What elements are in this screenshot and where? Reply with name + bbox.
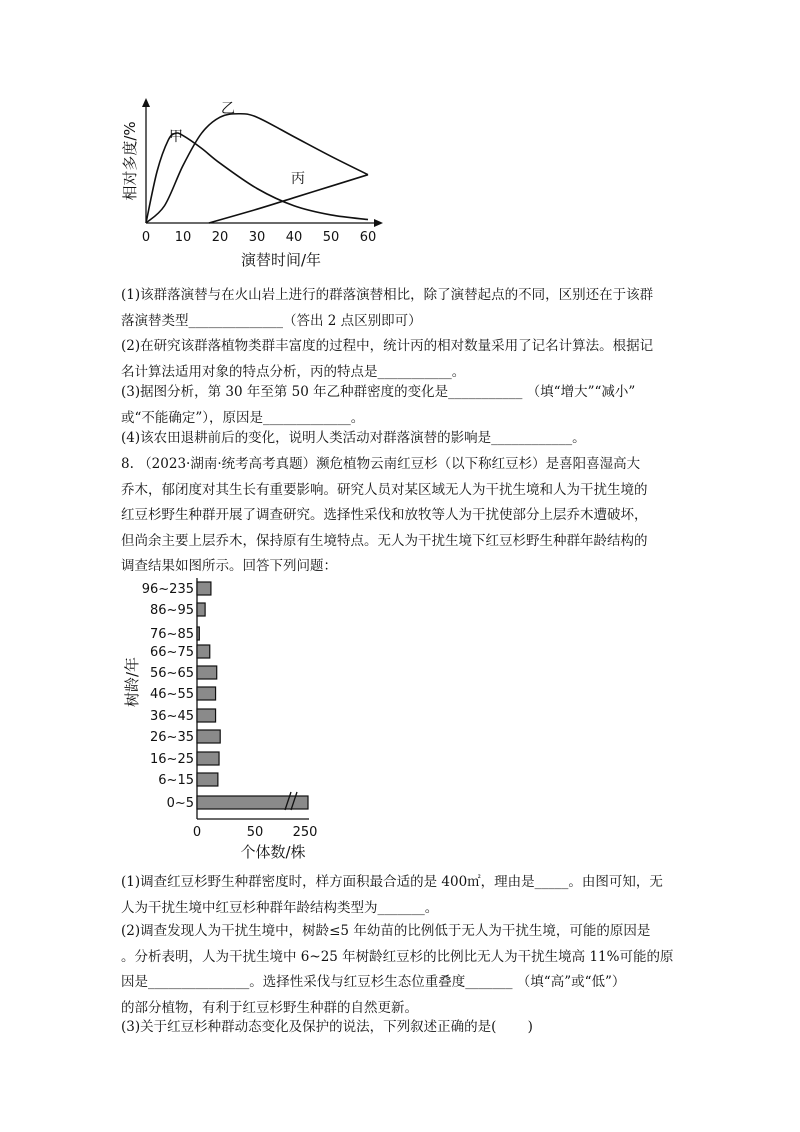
category-label: 36~45 [150, 709, 194, 724]
text-line: (2)在研究该群落植物类群丰富度的过程中，统计丙的相对数量采用了记名计算法。根据记 [121, 338, 654, 354]
question-7-2 [121, 334, 681, 385]
x-tick-label: 250 [292, 825, 318, 840]
category-label: 56~65 [150, 666, 194, 681]
category-label: 86~95 [150, 603, 194, 618]
category-label: 96~235 [141, 582, 194, 597]
y-axis-label: 树龄/年 [123, 656, 141, 708]
category-label: 76~85 [150, 627, 194, 642]
text-line: (1)调查红豆杉野生种群密度时，样方面积最合适的是 400㎡，理由是_____。由图可知，无 [121, 874, 663, 890]
x-tick-label: 30 [248, 230, 266, 245]
text-line: (1)该群落演替与在火山岩上进行的群落演替相比，除了演替起点的不同，区别还在于该群 [121, 287, 654, 303]
text-line: 8. （2023·湖南·统考高考真题）濒危植物云南红豆杉（以下称红豆杉）是喜阳喜湿高大 [121, 456, 641, 472]
bar-26~35 [197, 730, 220, 743]
series-label-bing: 丙 [291, 171, 305, 187]
question-8-2 [121, 919, 681, 1021]
text-line: 乔木，郁闭度对其生长有重要影响。研究人员对某区域无人为干扰生境和人为干扰生境的 [121, 481, 648, 498]
text-line: 红豆杉野生种群开展了调查研究。选择性采伐和放牧等人为干扰使部分上层乔木遭破坏， [121, 507, 648, 523]
y-axis-label: 相对多度/% [121, 121, 139, 201]
succession-line-chart [115, 95, 385, 275]
text-line: 调查结果如图所示。回答下列问题： [121, 558, 337, 574]
question-8-1 [121, 870, 681, 921]
text-line: 的部分植物，有利于红豆杉野生种群的自然更新。 [121, 999, 418, 1016]
age-structure-bar-chart [115, 572, 335, 867]
bar-96~235 [197, 582, 211, 595]
bar-46~55 [197, 687, 216, 700]
x-tick-label: 40 [285, 230, 303, 245]
question-7-1 [121, 283, 681, 334]
question-8-stem [121, 452, 681, 580]
text-line: 名计算法适用对象的特点分析，丙的特点是___________。 [121, 363, 466, 380]
text-line: 但尚余主要上层乔木，保持原有生境特点。无人为干扰生境下红豆杉野生种群年龄结构的 [121, 532, 648, 549]
text-line: (3)据图分析，第 30 年至第 50 年乙种群密度的变化是___________ （填“增大”“减小” [121, 384, 636, 400]
text-line: 或“不能确定”），原因是_____________。 [121, 409, 365, 426]
category-label: 66~75 [150, 645, 194, 660]
bar-16~25 [197, 752, 219, 765]
x-tick-label: 60 [359, 230, 377, 245]
text-line: (3)关于红豆杉种群动态变化及保护的说法，下列叙述正确的是( ) [121, 1019, 533, 1035]
x-tick-label: 10 [174, 230, 192, 245]
bar-6~15 [197, 773, 218, 786]
bar-36~45 [197, 709, 216, 722]
question-7-3 [121, 380, 681, 431]
series-label-jia: 甲 [169, 129, 183, 145]
category-label: 6~15 [158, 773, 194, 788]
x-tick-label: 0 [141, 230, 151, 245]
text-line: 。分析表明，人为干扰生境中 6~25 年树龄红豆杉的比例比无人为干扰生境高 11%可能的原 [121, 948, 674, 965]
x-tick-label: 0 [192, 825, 202, 840]
x-axis-arrow [374, 219, 383, 227]
bar-66~75 [197, 645, 210, 658]
bar-56~65 [197, 666, 217, 679]
x-axis-label: 个体数/株 [240, 843, 306, 861]
question-7-4 [121, 426, 681, 452]
x-tick-label: 20 [211, 230, 229, 245]
bar-86~95 [197, 603, 205, 616]
text-line: 落演替类型______________（答出 2 点区别即可） [121, 312, 422, 329]
text-line: 人为干扰生境中红豆杉种群年龄结构类型为_______。 [121, 899, 439, 916]
x-axis-label: 演替时间/年 [240, 251, 322, 269]
series-label-yi: 乙 [221, 101, 235, 117]
bar-76~85 [197, 627, 199, 640]
text-line: 因是_______________。选择性采伐与红豆杉生态位重叠度_______ （填“高”或“低”） [121, 974, 626, 990]
category-label: 26~35 [150, 730, 194, 745]
question-8-3 [121, 1015, 681, 1041]
category-label: 16~25 [150, 752, 194, 767]
text-line: (4)该农田退耕前后的变化，说明人类活动对群落演替的影响是____________。 [121, 430, 586, 446]
series-line-2 [209, 175, 368, 223]
x-tick-label: 50 [246, 825, 264, 840]
text-line: (2)调查发现人为干扰生境中，树龄≤5 年幼苗的比例低于无人为干扰生境，可能的原因是 [121, 923, 651, 939]
x-tick-label: 50 [322, 230, 340, 245]
category-label: 0~5 [166, 796, 194, 811]
y-axis-arrow [142, 98, 150, 107]
category-label: 46~55 [150, 687, 194, 702]
